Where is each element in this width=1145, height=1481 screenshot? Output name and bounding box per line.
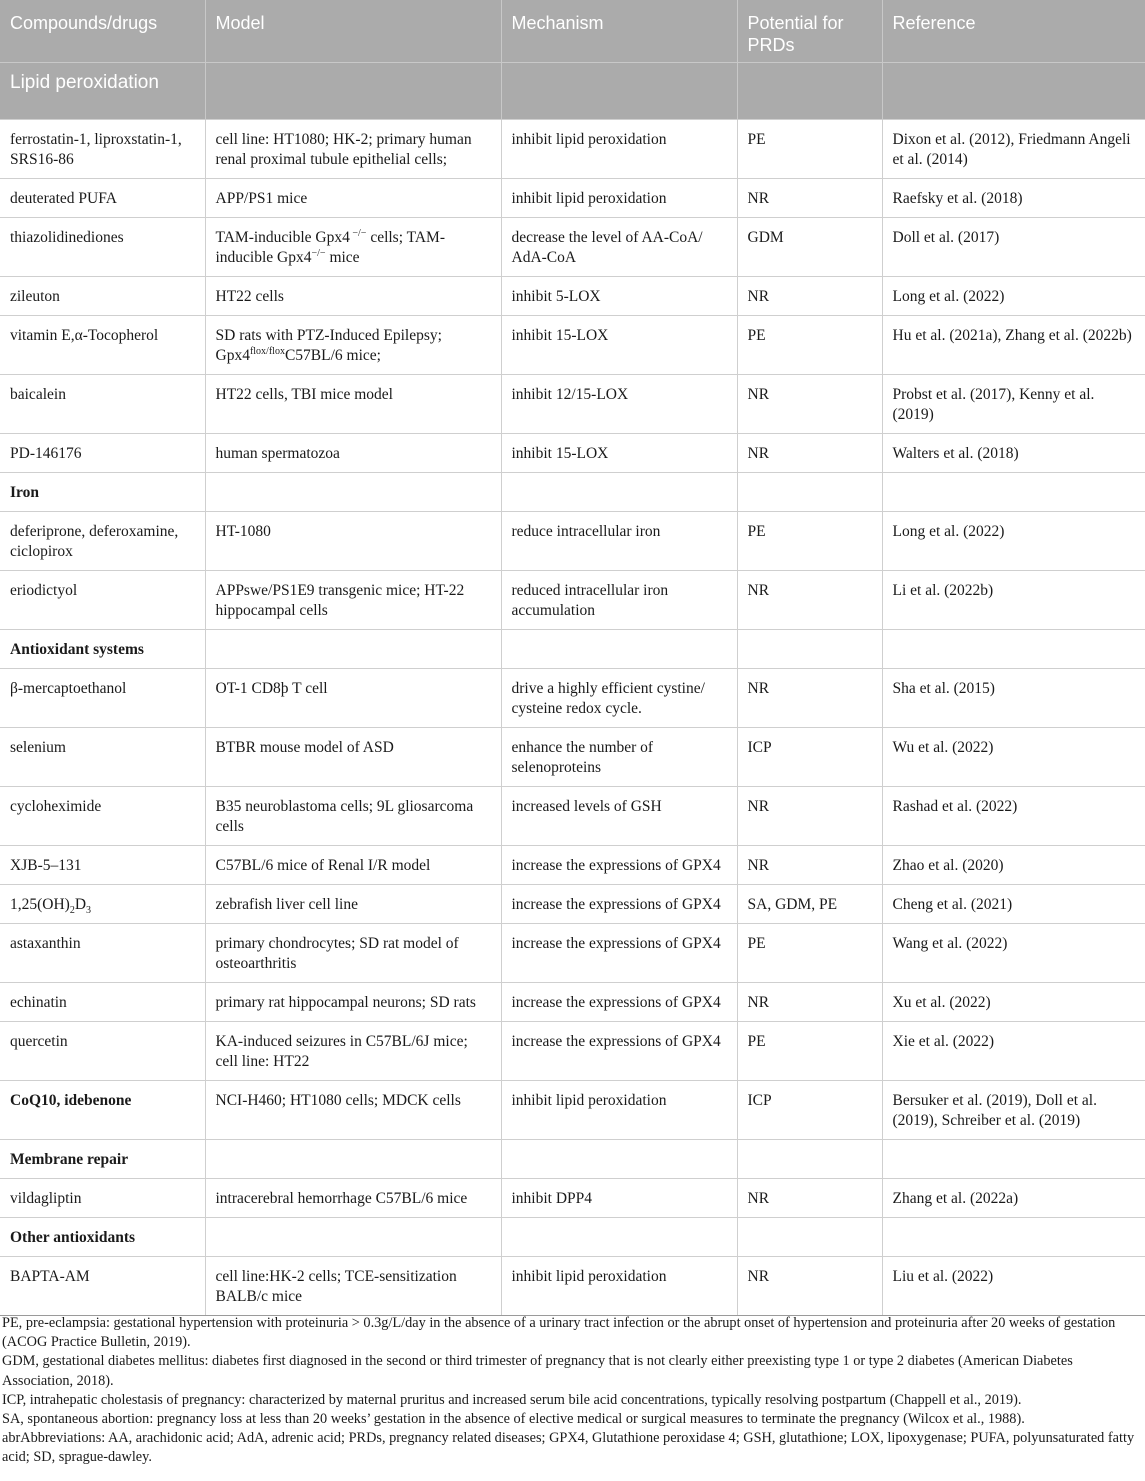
mechanism-cell: inhibit lipid peroxidation: [501, 178, 737, 217]
table-row: [0, 1080, 1145, 1139]
mechanism-cell: inhibit lipid peroxidation: [501, 119, 737, 178]
table-row: [0, 511, 1145, 570]
potential-cell: NR: [737, 1178, 882, 1217]
compound-cell: selenium: [0, 727, 205, 786]
model-cell: SD rats with PTZ-Induced Epilepsy; $Gpx4^{flox/flox}C57BL/6$ mice;: [205, 315, 501, 374]
section-label: Membrane repair: [0, 1139, 205, 1178]
model-cell: C57BL/6 mice of Renal I/R model: [205, 845, 501, 884]
compound-cell: $1,25(OH)_2D_3$: [0, 884, 205, 923]
model-cell: intracerebral hemorrhage C57BL/6 mice: [205, 1178, 501, 1217]
reference-cell: Hu et al. (2021a), Zhang et al. (2022b): [882, 315, 1145, 374]
table-row: [0, 982, 1145, 1021]
section-label: Lipid peroxidation: [0, 62, 205, 119]
reference-cell: Wang et al. (2022): [882, 923, 1145, 982]
table-row: [0, 1256, 1145, 1315]
potential-cell: NR: [737, 433, 882, 472]
potential-cell: NR: [737, 570, 882, 629]
table-row: [0, 374, 1145, 433]
model-cell: HT-1080: [205, 511, 501, 570]
model-cell: HT22 cells, TBI mice model: [205, 374, 501, 433]
reference-cell: Long et al. (2022): [882, 511, 1145, 570]
model-cell: KA-induced seizures in C57BL/6J mice; cell line: HT22: [205, 1021, 501, 1080]
potential-cell: NR: [737, 668, 882, 727]
potential-cell: PE: [737, 923, 882, 982]
potential-cell: SA, GDM, PE: [737, 884, 882, 923]
reference-cell: Long et al. (2022): [882, 276, 1145, 315]
model-cell: HT22 cells: [205, 276, 501, 315]
compound-cell: eriodictyol: [0, 570, 205, 629]
mechanism-cell: reduce intracellular iron: [501, 511, 737, 570]
table-row: [0, 119, 1145, 178]
header-compounds: Compounds/drugs: [0, 0, 205, 62]
compound-cell: CoQ10, idebenone: [0, 1080, 205, 1139]
compound-cell: ferrostatin-1, liproxstatin-1, SRS16-86: [0, 119, 205, 178]
reference-cell: Rashad et al. (2022): [882, 786, 1145, 845]
model-cell: OT-1 CD8þ T cell: [205, 668, 501, 727]
reference-cell: Probst et al. (2017), Kenny et al. (2019): [882, 374, 1145, 433]
mechanism-cell: enhance the number of selenoproteins: [501, 727, 737, 786]
model-cell: APP/PS1 mice: [205, 178, 501, 217]
potential-cell: NR: [737, 374, 882, 433]
section-row-antioxidant-systems: [0, 629, 1145, 668]
table-row: [0, 433, 1145, 472]
table-row: [0, 276, 1145, 315]
mechanism-cell: reduced intracellular iron accumulation: [501, 570, 737, 629]
potential-cell: NR: [737, 982, 882, 1021]
table-header-row: [0, 0, 1145, 62]
header-mechanism: Mechanism: [501, 0, 737, 62]
compound-cell: baicalein: [0, 374, 205, 433]
mechanism-cell: inhibit lipid peroxidation: [501, 1256, 737, 1315]
reference-cell: Raefsky et al. (2018): [882, 178, 1145, 217]
table-row: [0, 727, 1145, 786]
potential-cell: NR: [737, 845, 882, 884]
section-label: Iron: [0, 472, 205, 511]
compound-cell: echinatin: [0, 982, 205, 1021]
reference-cell: Cheng et al. (2021): [882, 884, 1145, 923]
model-cell: BTBR mouse model of ASD: [205, 727, 501, 786]
compound-cell: zileuton: [0, 276, 205, 315]
potential-cell: NR: [737, 786, 882, 845]
compound-cell: XJB-5–131: [0, 845, 205, 884]
compound-cell: deferiprone, deferoxamine, ciclopirox: [0, 511, 205, 570]
mechanism-cell: inhibit 15-LOX: [501, 433, 737, 472]
potential-cell: NR: [737, 276, 882, 315]
mechanism-cell: increase the expressions of GPX4: [501, 923, 737, 982]
compound-cell: vitamin E,α-Tocopherol: [0, 315, 205, 374]
model-cell: zebrafish liver cell line: [205, 884, 501, 923]
reference-cell: Zhao et al. (2020): [882, 845, 1145, 884]
reference-cell: Xu et al. (2022): [882, 982, 1145, 1021]
mechanism-cell: inhibit 15-LOX: [501, 315, 737, 374]
model-cell: APPswe/PS1E9 transgenic mice; HT-22 hippocampal cells: [205, 570, 501, 629]
mechanism-cell: increased levels of GSH: [501, 786, 737, 845]
reference-cell: Li et al. (2022b): [882, 570, 1145, 629]
reference-cell: Walters et al. (2018): [882, 433, 1145, 472]
reference-cell: Wu et al. (2022): [882, 727, 1145, 786]
compound-cell: astaxanthin: [0, 923, 205, 982]
potential-cell: PE: [737, 511, 882, 570]
table-row: [0, 668, 1145, 727]
model-cell: TAM-inducible Gpx4 −/− cells; TAM-inducible Gpx4−/− mice: [205, 217, 501, 276]
compound-cell: BAPTA-AM: [0, 1256, 205, 1315]
model-cell: cell line: HT1080; HK-2; primary human renal proximal tubule epithelial cells;: [205, 119, 501, 178]
table-row: [0, 1021, 1145, 1080]
reference-cell: Bersuker et al. (2019), Doll et al. (2019), Schreiber et al. (2019): [882, 1080, 1145, 1139]
footnote-icp: ICP, intrahepatic cholestasis of pregnancy: characterized by maternal pruritus and increased serum bile acid concentrations, typically resolving postpartum (Chappell et al., 2019).: [2, 1391, 1022, 1408]
mechanism-cell: increase the expressions of GPX4: [501, 1021, 737, 1080]
compound-cell: deuterated PUFA: [0, 178, 205, 217]
footnote-sa: SA, spontaneous abortion: pregnancy loss at less than 20 weeks’ gestation in the absence of elective medical or surgical measures to terminate the pregnancy (Wilcox et al., 1988).: [2, 1411, 1025, 1428]
reference-cell: Sha et al. (2015): [882, 668, 1145, 727]
compound-cell: thiazolidinediones: [0, 217, 205, 276]
table-row: [0, 845, 1145, 884]
mechanism-cell: increase the expressions of GPX4: [501, 884, 737, 923]
table-row: [0, 884, 1145, 923]
footnote-abbreviations: abrAbbreviations: AA, arachidonic acid; AdA, adrenic acid; PRDs, pregnancy related diseases; GPX4, Glutathione peroxidase 4; GSH, glutathione; LOX, lipoxygenase; PUFA, polyunsaturated fatty acid; SD, sprague-dawley.: [2, 1430, 1135, 1466]
model-cell: human spermatozoa: [205, 433, 501, 472]
model-cell: primary rat hippocampal neurons; SD rats: [205, 982, 501, 1021]
mechanism-cell: decrease the level of AA-CoA/ AdA-CoA: [501, 217, 737, 276]
mechanism-cell: inhibit DPP4: [501, 1178, 737, 1217]
section-row-membrane-repair: [0, 1139, 1145, 1178]
compound-cell: PD-146176: [0, 433, 205, 472]
potential-cell: ICP: [737, 1080, 882, 1139]
section-row-other-antioxidants: [0, 1217, 1145, 1256]
reference-cell: Dixon et al. (2012), Friedmann Angeli et al. (2014): [882, 119, 1145, 178]
header-potential: Potential for PRDs: [737, 0, 882, 62]
table-row: [0, 786, 1145, 845]
reference-cell: Doll et al. (2017): [882, 217, 1145, 276]
reference-cell: Liu et al. (2022): [882, 1256, 1145, 1315]
model-cell: NCI-H460; HT1080 cells; MDCK cells: [205, 1080, 501, 1139]
potential-cell: NR: [737, 1256, 882, 1315]
reference-cell: Zhang et al. (2022a): [882, 1178, 1145, 1217]
section-row-iron: [0, 472, 1145, 511]
compound-cell: β-mercaptoethanol: [0, 668, 205, 727]
potential-cell: PE: [737, 315, 882, 374]
mechanism-cell: drive a highly efficient cystine/ cysteine redox cycle.: [501, 668, 737, 727]
potential-cell: GDM: [737, 217, 882, 276]
mechanism-cell: inhibit lipid peroxidation: [501, 1080, 737, 1139]
potential-cell: PE: [737, 119, 882, 178]
potential-cell: ICP: [737, 727, 882, 786]
footnote-pe: PE, pre-eclampsia: gestational hypertension with proteinuria > 0.3g/L/day in the absence of a urinary tract infection or the abrupt onset of hypertension and proteinuria after 20 weeks of gestation (ACOG Practice Bulletin, 2019).: [2, 1315, 1116, 1351]
potential-cell: PE: [737, 1021, 882, 1080]
mechanism-cell: increase the expressions of GPX4: [501, 982, 737, 1021]
section-label: Other antioxidants: [0, 1217, 205, 1256]
header-model: Model: [205, 0, 501, 62]
section-row-lipid-peroxidation: [0, 62, 1145, 119]
table-row: [0, 570, 1145, 629]
footnote-gdm: GDM, gestational diabetes mellitus: diabetes first diagnosed in the second or third trimester of pregnancy that is not clearly either preexisting type 1 or type 2 diabetes (American Diabetes Association, 2018).: [2, 1353, 1073, 1389]
mechanism-cell: increase the expressions of GPX4: [501, 845, 737, 884]
compound-cell: vildagliptin: [0, 1178, 205, 1217]
section-label: Antioxidant systems: [0, 629, 205, 668]
model-cell: primary chondrocytes; SD rat model of osteoarthritis: [205, 923, 501, 982]
reference-cell: Xie et al. (2022): [882, 1021, 1145, 1080]
table-row: [0, 178, 1145, 217]
mechanism-cell: inhibit 5-LOX: [501, 276, 737, 315]
header-reference: Reference: [882, 0, 1145, 62]
table-row: [0, 923, 1145, 982]
model-cell: B35 neuroblastoma cells; 9L gliosarcoma cells: [205, 786, 501, 845]
table-row: [0, 217, 1145, 276]
table-row: [0, 1178, 1145, 1217]
table-footnotes: [0, 1314, 1135, 1468]
mechanism-cell: inhibit 12/15-LOX: [501, 374, 737, 433]
compound-cell: cycloheximide: [0, 786, 205, 845]
potential-cell: NR: [737, 178, 882, 217]
table-row: [0, 315, 1145, 374]
compound-cell: quercetin: [0, 1021, 205, 1080]
model-cell: cell line:HK-2 cells; TCE-sensitization BALB/c mice: [205, 1256, 501, 1315]
